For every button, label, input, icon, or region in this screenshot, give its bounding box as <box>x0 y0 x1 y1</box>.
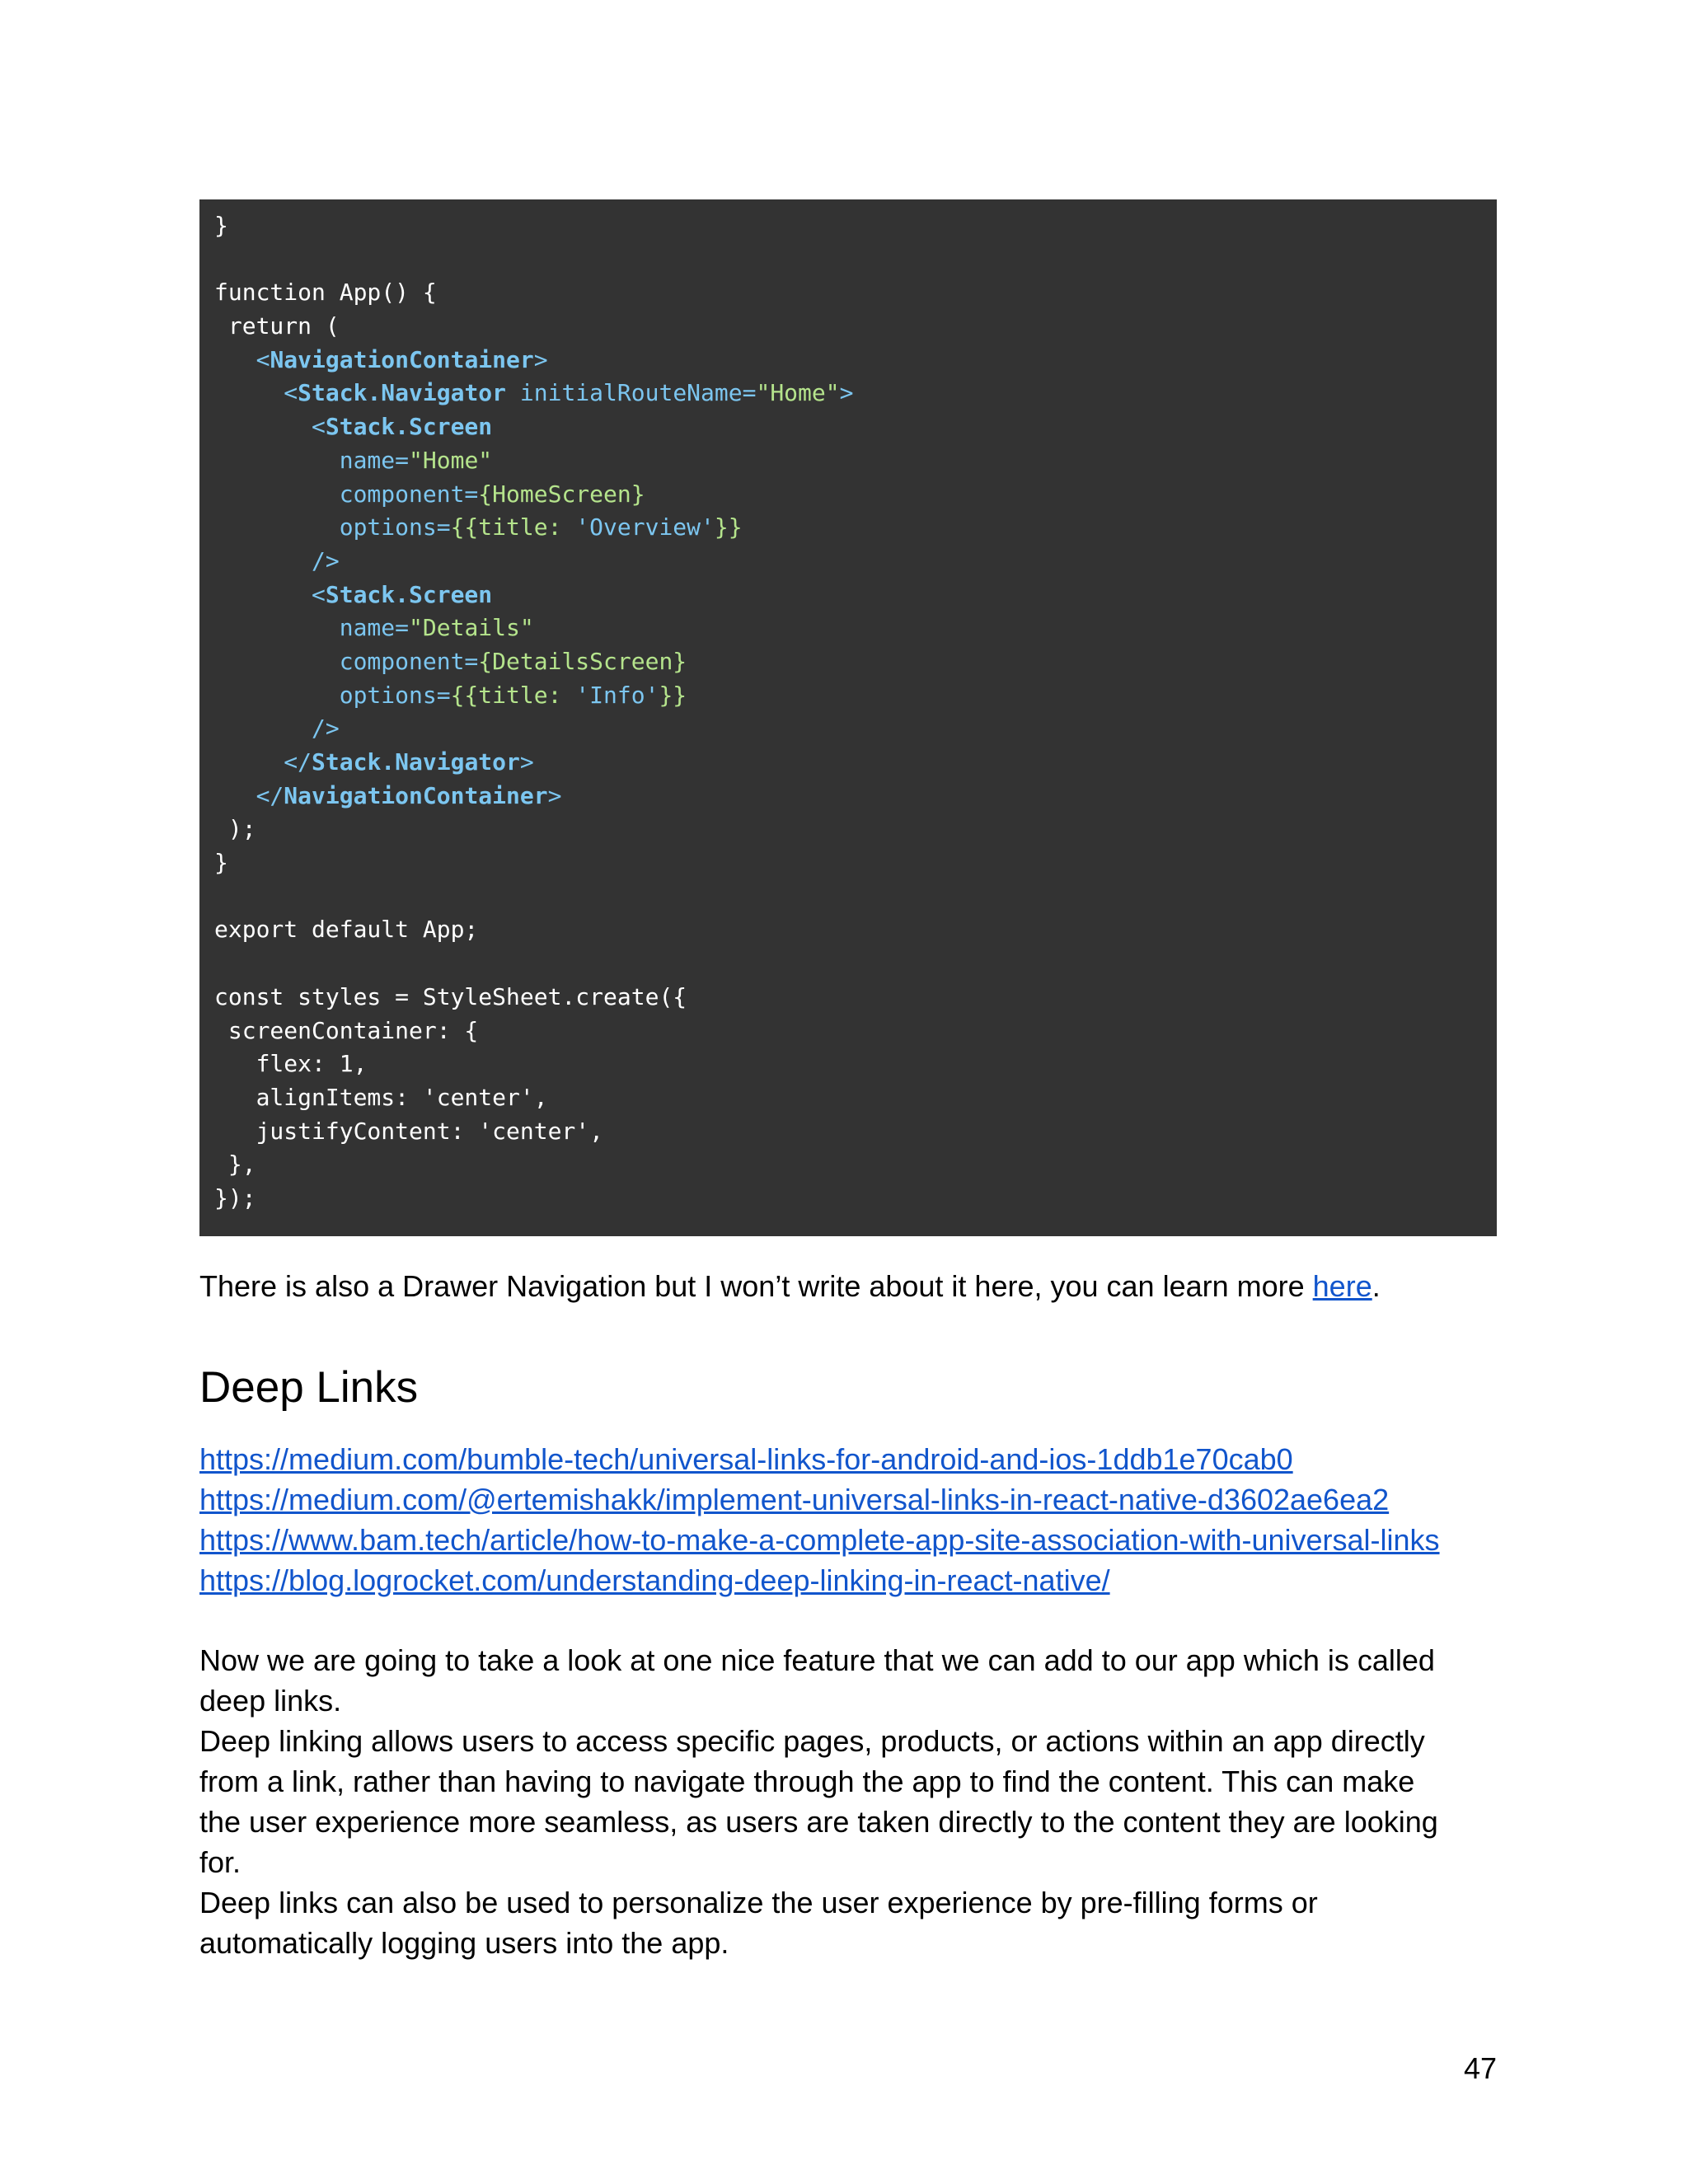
code-token: screenContainer: { <box>214 1016 479 1044</box>
code-token: < <box>214 379 298 407</box>
code-line <box>214 209 1497 243</box>
code-token: initialRouteName= <box>506 379 757 407</box>
code-line <box>214 377 1497 410</box>
drawer-paragraph-end: . <box>1372 1269 1381 1303</box>
code-line <box>214 645 1497 679</box>
code-token: > <box>533 345 548 373</box>
code-token: component= <box>214 647 479 675</box>
code-token: < <box>214 580 326 608</box>
reference-link-ertemishakk[interactable]: https://medium.com/@ertemishakk/implement-universal-links-in-react-native-d3602ae6ea2 <box>199 1483 1390 1516</box>
code-block <box>199 199 1497 1236</box>
code-line <box>214 880 1497 914</box>
drawer-navigation-paragraph <box>199 1266 1497 1306</box>
code-line <box>214 813 1497 846</box>
code-token: NavigationContainer <box>270 345 534 373</box>
section-heading: Deep Links <box>199 1363 419 1412</box>
code-token: }); <box>214 1183 256 1212</box>
code-token: Stack.Screen <box>325 580 493 608</box>
code-token: Stack.Navigator <box>312 748 520 776</box>
code-token: "Home" <box>409 446 493 474</box>
code-token: /> <box>214 546 340 574</box>
code-line <box>214 1081 1497 1115</box>
code-token: 'Overview' <box>575 513 715 541</box>
code-token: const styles = StyleSheet.create({ <box>214 982 687 1010</box>
code-token: > <box>519 748 534 776</box>
code-line <box>214 712 1497 746</box>
code-token: NavigationContainer <box>284 781 548 809</box>
code-token: alignItems: 'center', <box>214 1083 548 1111</box>
code-token: }} <box>659 681 687 709</box>
code-line <box>214 1047 1497 1081</box>
code-token: export default App; <box>214 916 479 944</box>
code-token: ); <box>214 815 256 843</box>
code-line <box>214 846 1497 880</box>
code-token: 'Info' <box>575 681 659 709</box>
code-line <box>214 1182 1497 1216</box>
code-token: options= <box>214 681 451 709</box>
body-line: Now we are going to take a look at one nice feature that we can add to our app which is called <box>199 1643 1435 1677</box>
code-token: </ <box>214 748 312 776</box>
page-number: 47 <box>1463 2051 1497 2085</box>
code-line <box>214 310 1497 344</box>
code-token: {{title: <box>450 513 576 541</box>
code-token: < <box>214 413 326 441</box>
code-token: {DetailsScreen} <box>478 647 687 675</box>
code-token: > <box>839 379 854 407</box>
code-token: </ <box>214 781 284 809</box>
code-line <box>214 947 1497 981</box>
code-line <box>214 1148 1497 1182</box>
code-line <box>214 1115 1497 1149</box>
code-token: return ( <box>214 312 340 340</box>
code-line <box>214 1015 1497 1048</box>
body-line: for. <box>199 1845 241 1879</box>
code-token: function App() { <box>214 279 437 307</box>
code-line <box>214 780 1497 813</box>
body-line: the user experience more seamless, as users are taken directly to the content they are looking <box>199 1805 1438 1839</box>
code-line <box>214 344 1497 377</box>
reference-link-logrocket[interactable]: https://blog.logrocket.com/understanding-deep-linking-in-react-native/ <box>199 1563 1110 1597</box>
code-token: name= <box>214 614 410 642</box>
code-token: /> <box>214 715 340 743</box>
code-line <box>214 981 1497 1015</box>
code-token: {HomeScreen} <box>478 480 645 508</box>
code-line <box>214 679 1497 713</box>
code-line <box>214 579 1497 612</box>
drawer-paragraph-text: There is also a Drawer Navigation but I won’t write about it here, you can learn more <box>199 1269 1313 1303</box>
deep-links-body <box>199 1640 1497 1963</box>
code-line <box>214 545 1497 579</box>
code-token: "Home" <box>756 379 840 407</box>
code-line <box>214 243 1497 277</box>
code-token: > <box>547 781 562 809</box>
code-token: < <box>214 345 270 373</box>
code-token: } <box>214 212 228 239</box>
code-token: Stack.Navigator <box>298 379 507 407</box>
body-line: Deep linking allows users to access specific pages, products, or actions within an app directly <box>199 1724 1425 1758</box>
code-token: justifyContent: 'center', <box>214 1117 604 1145</box>
code-line <box>214 746 1497 780</box>
body-line: from a link, rather than having to navigate through the app to find the content. This can make <box>199 1765 1415 1798</box>
code-token: Stack.Screen <box>325 413 493 441</box>
reference-links <box>199 1439 1518 1601</box>
code-line <box>214 913 1497 947</box>
code-line <box>214 478 1497 512</box>
code-line <box>214 511 1497 545</box>
code-token: }} <box>714 513 743 541</box>
reference-link-bumble[interactable]: https://medium.com/bumble-tech/universal-links-for-android-and-ios-1ddb1e70cab0 <box>199 1442 1293 1476</box>
code-token: name= <box>214 446 410 474</box>
code-token: options= <box>214 513 451 541</box>
code-token: "Details" <box>409 614 534 642</box>
code-line <box>214 444 1497 478</box>
code-token: component= <box>214 480 479 508</box>
body-line: deep links. <box>199 1684 342 1718</box>
body-line: automatically logging users into the app. <box>199 1926 729 1960</box>
reference-link-bam[interactable]: https://www.bam.tech/article/how-to-make-a-complete-app-site-association-with-universal-links <box>199 1523 1440 1557</box>
code-line <box>214 612 1497 645</box>
code-token: }, <box>214 1151 256 1179</box>
code-token: {{title: <box>450 681 576 709</box>
learn-more-link[interactable]: here <box>1312 1269 1372 1303</box>
code-token: flex: 1, <box>214 1050 368 1078</box>
code-line <box>214 410 1497 444</box>
code-token: } <box>214 849 228 877</box>
body-line: Deep links can also be used to personalize the user experience by pre-filling forms or <box>199 1886 1318 1919</box>
code-line <box>214 276 1497 310</box>
